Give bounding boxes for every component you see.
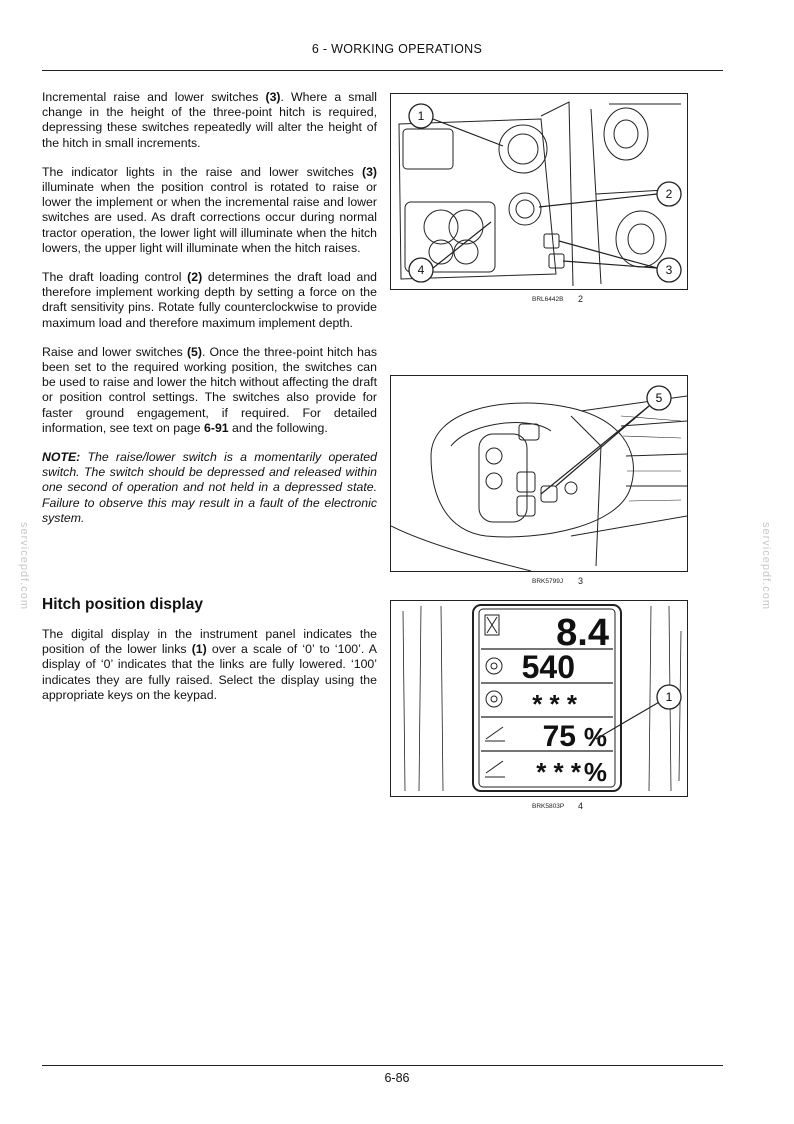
figure-2-code: BRL6442B — [532, 296, 564, 303]
p1-ref: (3) — [265, 90, 281, 104]
paragraph-raise-lower — [42, 345, 377, 436]
armrest-illustration — [391, 376, 687, 571]
callout-2: 2 — [665, 187, 673, 201]
page-reference: 6-91 — [204, 420, 229, 435]
text-column-bottom — [42, 627, 377, 703]
display-row-4-value: 75 — [542, 720, 576, 753]
watermark-left: servicepdf.com — [17, 522, 30, 610]
instrument-display-illustration — [391, 601, 687, 796]
note-label: NOTE: — [42, 450, 81, 465]
display-row-2: 540 — [521, 649, 575, 685]
paragraph-indicator-lights — [42, 165, 377, 256]
figure-3-number: 3 — [578, 576, 584, 586]
p1-text-b: . Where a small change in the height of the three-point hitch is required, depressing these switches repeatedly will alter the height of the hitch in small increments. — [42, 90, 377, 150]
figure-4-code: BRK5803P — [532, 803, 565, 810]
paragraph-incremental-switches — [42, 90, 377, 151]
paragraph-hitch-display — [42, 627, 377, 703]
p3-text-b: determines the draft load and therefore implement working depth by setting a force on the draft sensitivity pins. Rotate fully counterclockwise to provide maximum load and therefore maximum implement depth. — [42, 270, 377, 330]
page-header: 6 - WORKING OPERATIONS — [311, 42, 483, 56]
p4-ref: (5) — [186, 344, 202, 359]
figure-armrest-switches — [390, 375, 688, 572]
callout-3: 3 — [665, 263, 673, 277]
display-row-3: * * * — [532, 689, 577, 719]
header-rule — [42, 70, 723, 71]
p4-text-b: . Once the three-point hitch has been set to the required working position, the switches can be used to raise and lower the hitch without affecting the draft or position control settings. The switches also provide for faster ground engagement, if required. For detailed information, see text on page — [42, 344, 377, 435]
p3-text-a: The draft loading control — [42, 270, 188, 285]
p4-text-c: and the following. — [228, 420, 328, 435]
p2-text-a: The indicator lights in the raise and lower switches — [42, 164, 362, 179]
figure-4-number: 4 — [578, 801, 584, 811]
p3-ref: (2) — [187, 270, 203, 285]
figure-control-panel — [390, 93, 688, 290]
control-panel-illustration — [391, 94, 687, 289]
p2-text-b: illuminate when the position control is rotated to raise or lower the implement or when the incremental raise and lower switches are used. As draft corrections occur during normal tractor operation, the lower light will illuminate when the hitch lowers, the upper light will illuminate when the hitch raises. — [42, 180, 377, 255]
section-heading: Hitch position display — [42, 596, 204, 613]
display-row-5-unit: % — [583, 757, 607, 787]
paragraph-draft-loading — [42, 270, 377, 331]
figure-3-code: BRK5799J — [532, 578, 564, 585]
figure-2-number: 2 — [578, 294, 584, 304]
display-row-1: 8.4 — [556, 612, 609, 654]
display-row-5-value: * * * — [536, 757, 581, 787]
callout-4: 4 — [417, 263, 425, 277]
callout-5: 5 — [655, 391, 663, 405]
p1-text-a: Incremental raise and lower switches — [42, 90, 266, 104]
display-row-4-unit: % — [583, 722, 607, 752]
note-paragraph — [42, 450, 377, 526]
p2-ref: (3) — [361, 164, 377, 179]
footer-rule — [42, 1065, 723, 1066]
figure-instrument-display — [390, 600, 688, 797]
note-text: The raise/lower switch is a momentarily operated switch. The switch should be depressed and released within one second of operation and not held in a depressed state. Failure to observe this may result in a fault of the electronic system. — [42, 450, 377, 525]
p5-ref: (1) — [191, 642, 207, 657]
watermark-right: servicepdf.com — [759, 522, 772, 610]
callout-1: 1 — [417, 109, 425, 123]
p5-text-b: over a scale of ‘0’ to ‘100’. A display of ‘0’ indicates that the links are fully lowered. ‘100’ indicates they are fully raised. Select the display using the appropriate keys on the keypad. — [42, 642, 377, 702]
p4-text-a: Raise and lower switches — [42, 344, 187, 359]
p5-text-a: The digital display in the instrument panel indicates the position of the lower links — [42, 627, 377, 657]
text-column-top — [42, 90, 377, 526]
callout-1-fig4: 1 — [665, 690, 673, 704]
page-number: 6-86 — [384, 1071, 410, 1085]
